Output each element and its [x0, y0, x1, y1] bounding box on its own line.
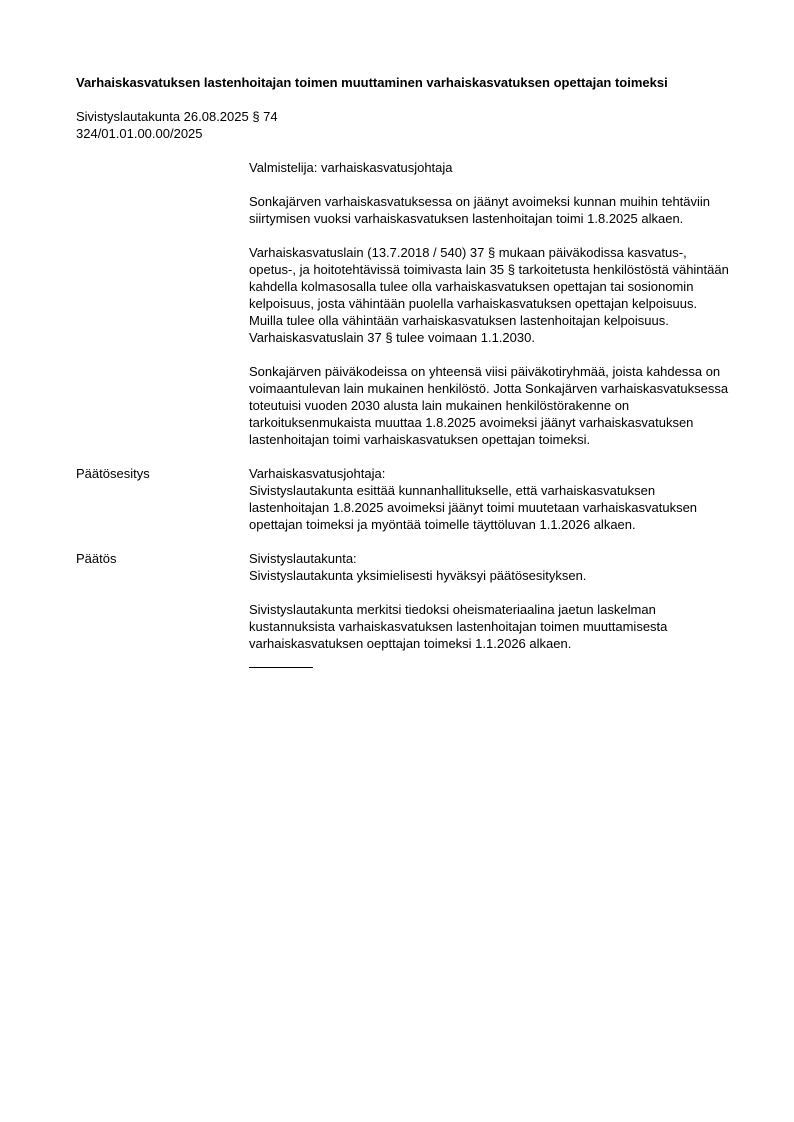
proposal-text: Sivistyslautakunta esittää kunnanhallitukselle, että varhaiskasvatuksen lastenhoitajan 1.8.2025 avoimeksi jäänyt toimi muutetaan varhaiskasvatuksen opettajan toimeksi ja myöntää toimelle täyttöluvan 1.1.2026 alkaen. [249, 483, 698, 532]
decision-text: Sivistyslautakunta yksimielisesti hyväksyi päätösesityksen. [249, 568, 587, 583]
decision-note: Sivistyslautakunta merkitsi tiedoksi oheismateriaalina jaetun laskelman kustannuksista varhaiskasvatuksen lastenhoitajan toimen muuttamisesta varhaiskasvatuksen oepttajan toimeksi 1.1.2026 alkaen. [249, 602, 668, 651]
decision-label: Päätös [76, 551, 117, 566]
preparation-paragraph: Sonkajärven päiväkodeissa on yhteensä viisi päiväkotiryhmää, joista kahdessa on voimaantulevan lain mukainen henkilöstö. Jotta Sonkajärven varhaiskasvatuksessa toteutuisi vuoden 2030 alusta lain mukainen henkilöstörakenne on tarkoituksenmukaista muuttaa 1.8.2025 avoimeksi jäänyt varhaiskasvatuksen lastenhoitajan toimi varhaiskasvatuksen opettajan toimeksi. [249, 364, 729, 447]
proposal-heading: Varhaiskasvatusjohtaja: [249, 466, 386, 481]
proposal-section [76, 465, 736, 533]
spacer [76, 142, 736, 159]
decision-content [249, 550, 734, 668]
meeting-info [76, 108, 736, 142]
meeting-line: Sivistyslautakunta 26.08.2025 § 74 [76, 109, 278, 124]
preparation-section [76, 159, 736, 448]
preparation-label [76, 159, 249, 448]
preparation-content [249, 159, 734, 448]
record-number: 324/01.01.00.00/2025 [76, 126, 203, 141]
document-title: Varhaiskasvatuksen lastenhoitajan toimen muuttaminen varhaiskasvatuksen opettajan toimeksi [76, 75, 668, 90]
proposal-content [249, 465, 734, 533]
preparer-line: Valmistelija: varhaiskasvatusjohtaja [249, 160, 453, 175]
proposal-label: Päätösesitys [76, 466, 150, 481]
preparation-paragraph: Sonkajärven varhaiskasvatuksessa on jäänyt avoimeksi kunnan muihin tehtäviin siirtymisen vuoksi varhaiskasvatuksen lastenhoitajan toimi 1.8.2025 alkaen. [249, 194, 711, 226]
preparation-paragraph: Varhaiskasvatuslain (13.7.2018 / 540) 37 § mukaan päiväkodissa kasvatus-, opetus-, ja hoitotehtävissä toimivasta lain 35 § tarkoitetusta henkilöstöstä vähintään kahdella kolmasosalla tulee olla varhaiskasvatuksen opettajan tai sosionomin kelpoisuus, josta vähintään puolella varhaiskasvatuksen opettajan kelpoisuus. Muilla tulee olla vähintään varhaiskasvatuksen lastenhoitajan kelpoisuus. Varhaiskasvatuslain 37 § tulee voimaan 1.1.2030. [249, 245, 729, 345]
decision-heading: Sivistyslautakunta: [249, 551, 357, 566]
decision-section [76, 550, 736, 668]
end-rule [249, 667, 313, 668]
document-page [76, 74, 736, 668]
